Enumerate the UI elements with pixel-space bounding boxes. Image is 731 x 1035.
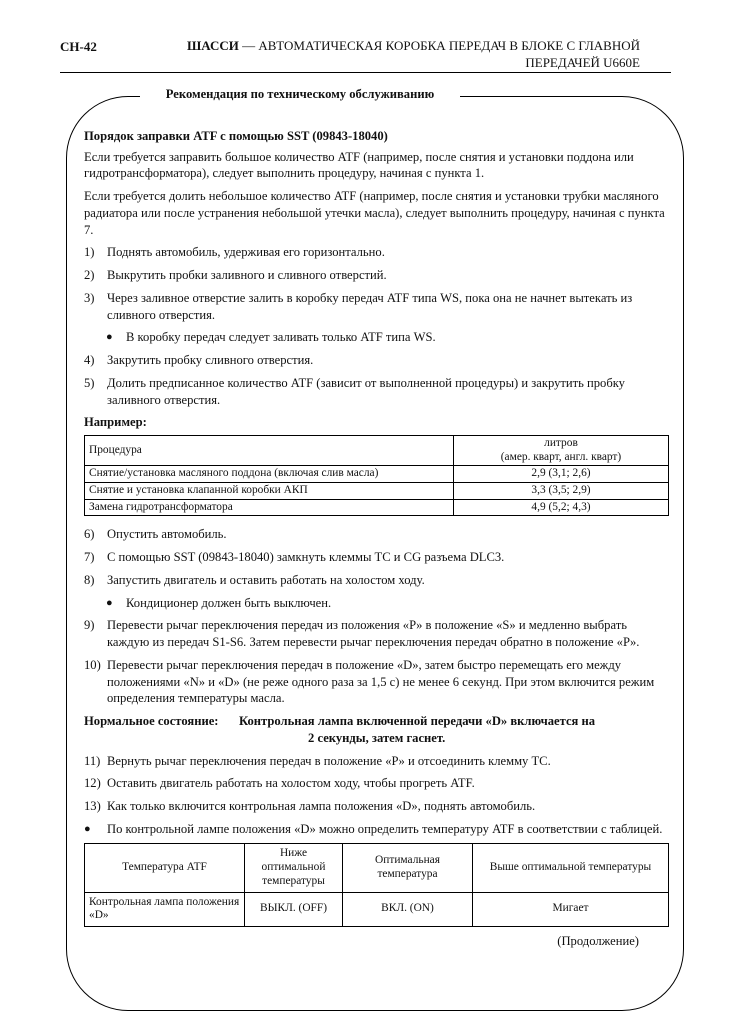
- step-number: 13): [84, 799, 101, 813]
- bullet-note-ac: [106, 595, 669, 612]
- normal-condition-label: Нормальное состояние:: [84, 714, 219, 729]
- step-number: 6): [84, 527, 95, 542]
- step-9: [84, 617, 669, 650]
- example-label: Например:: [84, 415, 147, 430]
- step-text: Закрутить пробку сливного отверстия.: [107, 353, 314, 368]
- table-row: [85, 499, 669, 516]
- header-rule: [60, 72, 671, 73]
- step-number: 11): [84, 753, 101, 768]
- step-text: Запустить двигатель и оставить работать на холостом ходу.: [107, 572, 425, 587]
- header-volume-unit: литров: [544, 437, 578, 450]
- step-number: 12): [84, 776, 101, 791]
- step-number: 4): [84, 353, 95, 368]
- step-text: Долить предписанное количество ATF (зависит от выполненной процедуры) и закрутить пробку заливного отверстия.: [107, 375, 625, 407]
- bullet-icon: ●: [84, 822, 91, 835]
- header-optimal: Оптимальная температура: [343, 844, 473, 892]
- step-1: [84, 244, 669, 261]
- continued-note: (Продолжение): [557, 933, 639, 948]
- procedure-cell: Снятие/установка масляного поддона (включая слив масла): [85, 466, 454, 483]
- fluid-volume-table: [84, 435, 669, 516]
- header-temperature: Температура ATF: [85, 844, 245, 892]
- step-2: [84, 267, 669, 284]
- step-5: [84, 375, 669, 408]
- page-title-bold: ШАССИ: [186, 38, 239, 53]
- intro-paragraph-1: Если требуется заправить большое количество ATF (например, после снятия и установки поддона или гидротрансформатора), следует выполнить процедуру, начиная с пункта 1.: [84, 149, 634, 181]
- step-number: 7): [84, 550, 95, 565]
- header-below-optimal: Ниже оптимальной температуры: [245, 844, 343, 892]
- step-13: [84, 798, 669, 815]
- bullet-note-temperature: [84, 821, 669, 838]
- intro-paragraph-2: Если требуется долить небольшое количество ATF (например, после снятия и установки трубки масляного радиатора или после устранения небольшой утечки масла), следует выполнить процедуру, начиная с пункта 7.: [84, 189, 665, 237]
- section-title: Порядок заправки ATF с помощью SST (09843-18040): [84, 129, 388, 143]
- table-row: [85, 483, 669, 500]
- page-title-rest-2: ПЕРЕДАЧЕЙ U660E: [525, 54, 640, 70]
- procedure-cell: Замена гидротрансформатора: [85, 499, 454, 516]
- step-text: Оставить двигатель работать на холостом ходу, чтобы прогреть ATF.: [107, 776, 475, 791]
- step-number: 10): [84, 657, 101, 672]
- normal-condition-line-2: 2 секунды, затем гаснет.: [308, 730, 446, 745]
- step-10: [84, 657, 669, 707]
- table-header-row: [85, 436, 669, 466]
- step-3: [84, 290, 669, 323]
- volume-cell: 2,9 (3,1; 2,6): [454, 466, 669, 483]
- normal-condition-value: [239, 713, 669, 746]
- bullet-text: По контрольной лампе положения «D» можно определить температуру ATF в соответствии с таблицей.: [107, 821, 663, 836]
- step-8: [84, 572, 669, 589]
- step-text: Вернуть рычаг переключения передач в положение «P» и отсоединить клемму TC.: [107, 753, 551, 768]
- header-procedure: Процедура: [85, 436, 454, 466]
- bullet-text: Кондиционер должен быть выключен.: [126, 595, 332, 610]
- page-title-rest-1: — АВТОМАТИЧЕСКАЯ КОРОБКА ПЕРЕДАЧ В БЛОКЕ С ГЛАВНОЙ: [238, 38, 640, 53]
- step-text: Как только включится контрольная лампа положения «D», поднять автомобиль.: [107, 799, 536, 813]
- step-text: Через заливное отверстие залить в коробку передач ATF типа WS, пока она не начнет вытекать из сливного отверстия.: [107, 290, 633, 322]
- step-7: [84, 549, 669, 566]
- frame-title: Рекомендация по техническому обслуживанию: [140, 86, 460, 103]
- step-number: 2): [84, 268, 95, 283]
- page-code: CH-42: [60, 39, 97, 54]
- table-header-row: [85, 844, 669, 892]
- step-number: 3): [84, 290, 95, 305]
- step-6: [84, 526, 669, 543]
- step-number: 8): [84, 572, 95, 587]
- normal-condition: [84, 713, 669, 746]
- step-number: 5): [84, 375, 95, 390]
- below-optimal-cell: ВЫКЛ. (OFF): [245, 892, 343, 926]
- step-text: Опустить автомобиль.: [107, 527, 227, 542]
- table-row: [85, 466, 669, 483]
- header-volume: [454, 436, 669, 466]
- step-4: [84, 352, 669, 369]
- bullet-text: В коробку передач следует заливать только ATF типа WS.: [126, 330, 436, 345]
- header-volume-subunit: (амер. кварт, англ. кварт): [500, 450, 622, 463]
- table-row: [85, 892, 669, 926]
- step-text: Выкрутить пробки заливного и сливного отверстий.: [107, 268, 387, 283]
- step-text: Перевести рычаг переключения передач в положение «D», затем быстро перемещать его между положениями «N» и «D» (не реже одного раза за 1,5 с) не менее 6 секунд. При этом включится режим определения температуры масла.: [107, 657, 655, 706]
- optimal-cell: ВКЛ. (ON): [343, 892, 473, 926]
- step-text: Поднять автомобиль, удерживая его горизонтально.: [107, 245, 385, 260]
- page-title: [150, 38, 640, 72]
- volume-cell: 3,3 (3,5; 2,9): [454, 483, 669, 500]
- step-text: Перевести рычаг переключения передач из положения «P» в положение «S» и медленно выбрать каждую из передач S1-S6. Затем перевести рычаг переключения передач обратно в положение «P».: [107, 618, 640, 650]
- indicator-lamp-cell: Контрольная лампа положения «D»: [85, 892, 245, 926]
- step-11: [84, 753, 669, 770]
- step-12: [84, 775, 669, 792]
- above-optimal-cell: Мигает: [473, 892, 669, 926]
- step-number: 9): [84, 618, 95, 633]
- content: [84, 128, 669, 950]
- temperature-table: [84, 843, 669, 926]
- step-text: С помощью SST (09843-18040) замкнуть клеммы TC и CG разъема DLC3.: [107, 550, 505, 565]
- volume-cell: 4,9 (5,2; 4,3): [454, 499, 669, 516]
- procedure-cell: Снятие и установка клапанной коробки АКП: [85, 483, 454, 500]
- bullet-icon: ●: [106, 331, 113, 344]
- bullet-note-ws: [106, 329, 669, 346]
- step-number: 1): [84, 245, 95, 260]
- bullet-icon: ●: [106, 596, 113, 609]
- normal-condition-line-1: Контрольная лампа включенной передачи «D» включается на: [239, 714, 596, 729]
- header-above-optimal: Выше оптимальной температуры: [473, 844, 669, 892]
